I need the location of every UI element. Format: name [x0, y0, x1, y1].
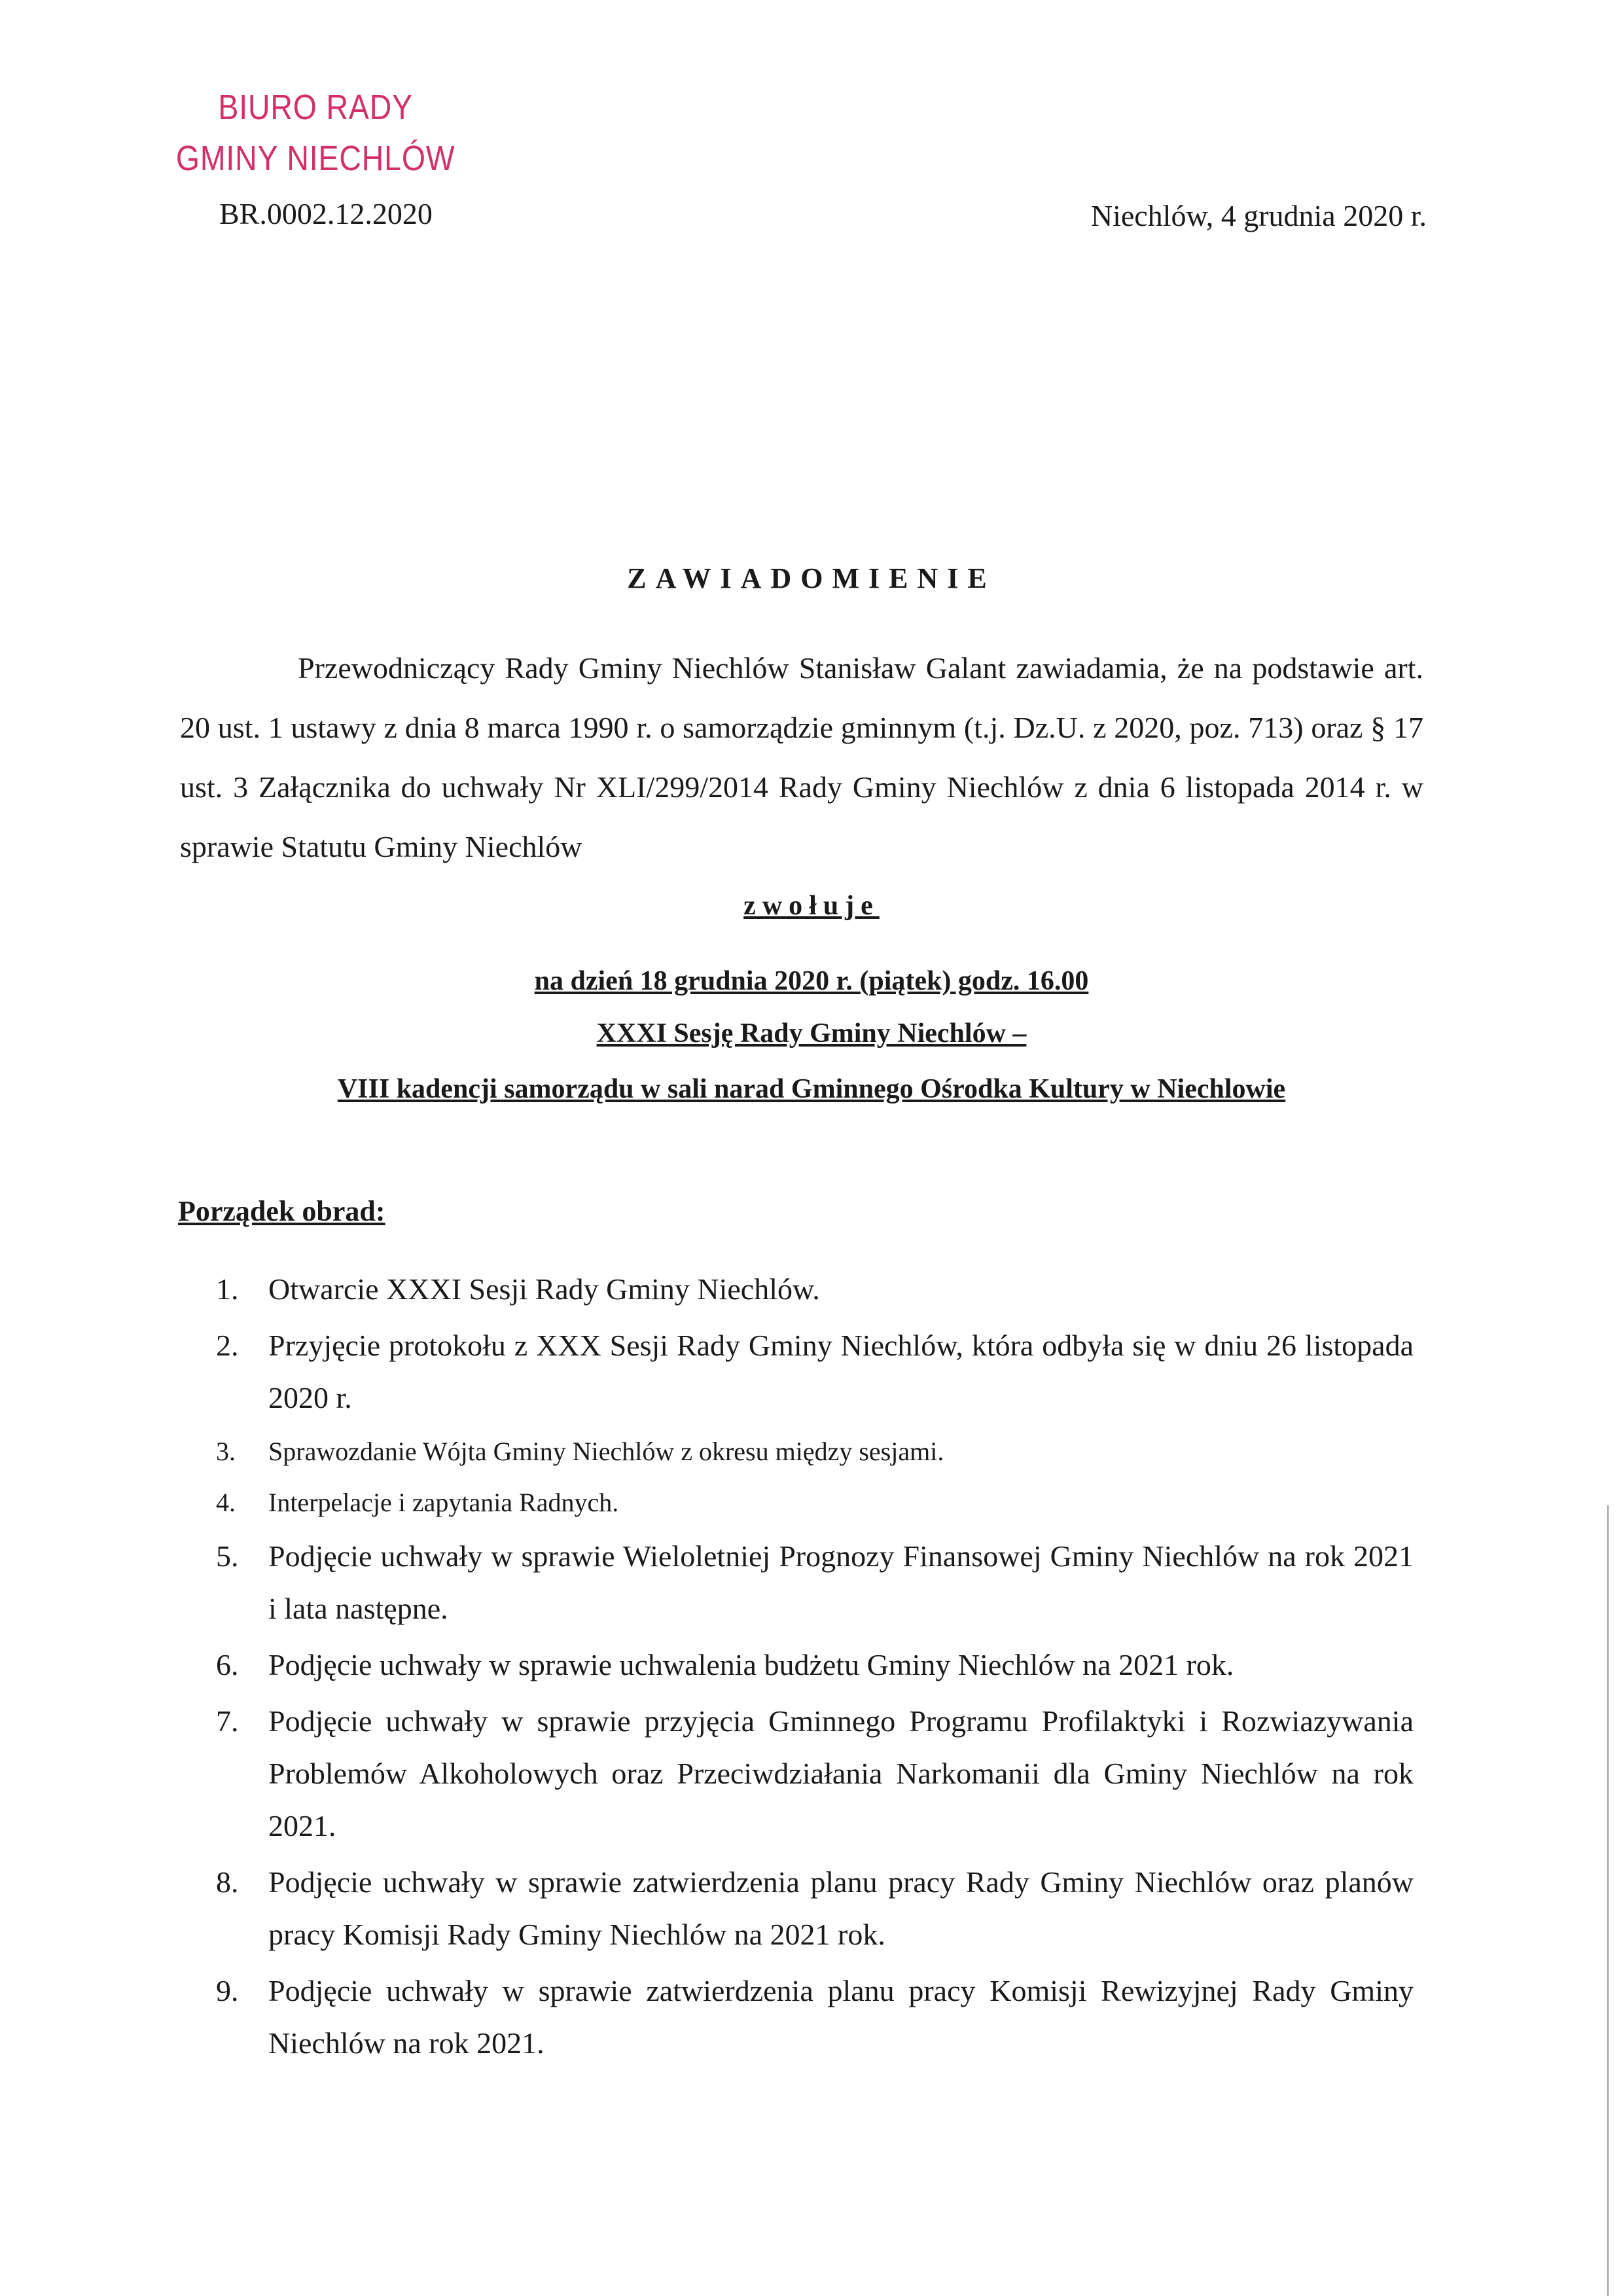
session-name: XXXI Sesję Rady Gminy Niechlów – — [596, 1018, 1027, 1049]
agenda-item — [209, 1428, 1414, 1475]
agenda-item-text: Podjęcie uchwały w sprawie przyjęcia Gminnego Programu Profilaktyki i Rozwiazywania Problemów Alkoholowych oraz Przeciwdziałania Narkomanii dla Gminy Niechlów na rok 2021. — [268, 1704, 1414, 1842]
agenda-item-number: 2. — [216, 1329, 239, 1362]
agenda-item-number: 1. — [216, 1272, 239, 1306]
agenda-item — [209, 1639, 1414, 1691]
agenda-item-text: Podjęcie uchwały w sprawie zatwierdzenia planu pracy Rady Gminy Niechlów oraz planów pracy Komisji Rady Gminy Niechlów na 2021 rok. — [268, 1865, 1414, 1951]
agenda-item-text: Podjęcie uchwały w sprawie uchwalenia budżetu Gminy Niechlów na 2021 rok. — [268, 1648, 1234, 1681]
office-stamp — [164, 82, 467, 184]
agenda-item — [209, 1530, 1414, 1635]
agenda-item — [209, 1263, 1414, 1316]
agenda-item-number: 3. — [216, 1437, 236, 1466]
agenda-item — [209, 1965, 1414, 2070]
agenda-item-number: 4. — [216, 1488, 236, 1517]
document-title: ZAWIADOMIENIE — [627, 562, 996, 594]
stamp-line-1: BIURO RADY — [218, 88, 414, 127]
agenda-item — [209, 1856, 1414, 1961]
agenda-item-number: 7. — [216, 1704, 239, 1738]
agenda-item-text: Sprawozdanie Wójta Gminy Niechlów z okresu między sesjami. — [268, 1437, 944, 1466]
agenda-item-text: Podjęcie uchwały w sprawie Wieloletniej Prognozy Finansowej Gminy Niechlów na rok 2021 i lata następne. — [268, 1539, 1414, 1625]
session-location: VIII kadencji samorządu w sali narad Gminnego Ośrodka Kultury w Niechlowie — [337, 1074, 1286, 1104]
agenda-item-text: Przyjęcie protokołu z XXX Sesji Rady Gminy Niechlów, która odbyła się w dniu 26 listopada 2020 r. — [268, 1329, 1414, 1414]
agenda-item-text: Interpelacje i zapytania Radnych. — [268, 1488, 619, 1517]
session-date: na dzień 18 grudnia 2020 r. (piątek) godz. 16.00 — [534, 966, 1089, 996]
agenda-heading: Porządek obrad: — [178, 1195, 385, 1227]
scan-edge-line — [1607, 1505, 1609, 2296]
place-date: Niechlów, 4 grudnia 2020 r. — [1090, 199, 1427, 232]
stamp-line-2: GMINY NIECHLÓW — [175, 139, 455, 178]
agenda-item-number: 6. — [216, 1648, 239, 1681]
agenda-list — [209, 1263, 1414, 2073]
intro-paragraph: Przewodniczący Rady Gminy Niechlów Stanisław Galant zawiadamia, że na podstawie art. 20 ust. 1 ustawy z dnia 8 marca 1990 r. o samorządzie gminnym (t.j. Dz.U. z 2020, poz. 713) oraz § 17 ust. 3 Załącznika do uchwały Nr XLI/299/2014 Rady Gminy Niechlów z dnia 6 listopada 2014 r. w sprawie Statutu Gminy Niechlów — [180, 651, 1423, 863]
agenda-item-number: 8. — [216, 1865, 239, 1899]
agenda-item — [209, 1319, 1414, 1424]
agenda-item — [209, 1695, 1414, 1852]
convenes-word: zwołuje — [743, 891, 880, 921]
reference-number: BR.0002.12.2020 — [219, 197, 433, 230]
agenda-item-text: Podjęcie uchwały w sprawie zatwierdzenia planu pracy Komisji Rewizyjnej Rady Gminy Niechlów na rok 2021. — [268, 1974, 1414, 2060]
agenda-item — [209, 1479, 1414, 1526]
agenda-item-number: 9. — [216, 1974, 239, 2007]
agenda-item-text: Otwarcie XXXI Sesji Rady Gminy Niechlów. — [268, 1272, 820, 1306]
agenda-item-number: 5. — [216, 1539, 239, 1573]
